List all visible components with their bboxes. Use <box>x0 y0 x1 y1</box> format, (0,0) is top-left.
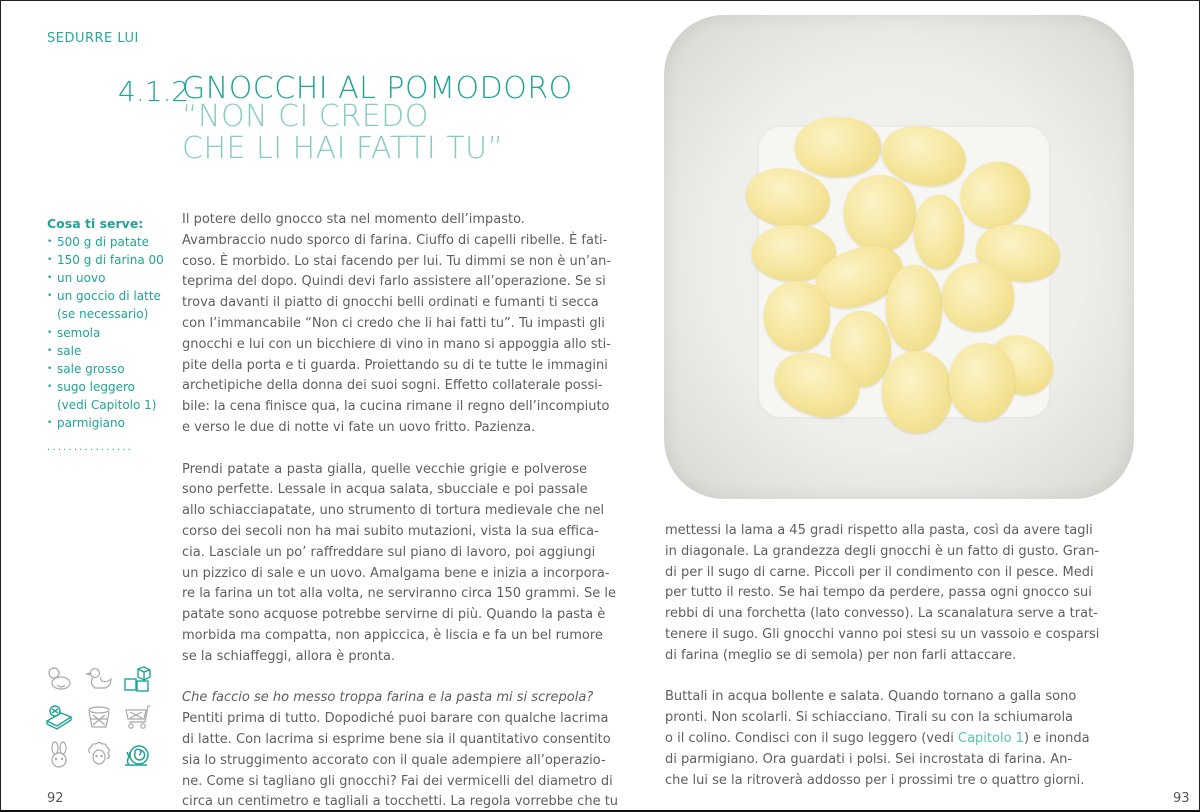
gnocco <box>914 195 964 269</box>
text-line: rebbi di una forchetta (lato convesso). La scanalatura serve a trat- <box>665 606 1098 622</box>
paragraph-intro <box>182 210 612 439</box>
text-line: bile: la cena finisce qua, la cucina rimane il regno dell’incompiuto <box>182 399 610 415</box>
text-line: di per il sugo di carne. Piccoli per il condimento con il pesce. Medi <box>665 564 1094 580</box>
chapter-link[interactable]: Capitolo 1 <box>958 730 1024 746</box>
text-line: un pizzico di sale e un uovo. Amalgama bene e inizia a incorpora- <box>182 565 610 581</box>
text-line: di parmigiano. Ora guardati i polsi. Sei incrostata di farina. An- <box>665 751 1073 767</box>
running-head: SEDURRE LUI <box>47 31 139 46</box>
ingredient-item: • 150 g di farina 00 <box>47 251 177 269</box>
ingredient-item: • parmigiano <box>47 414 177 432</box>
pacifier-icon <box>45 665 73 693</box>
gnocco <box>942 263 1014 331</box>
ingredient-item: • un uovo <box>47 269 177 287</box>
text-line: e verso le due di notte vi fate un uovo fritto. Pazienza. <box>182 419 536 435</box>
text-line: mettessi la lama a 45 gradi rispetto alla pasta, così da avere tagli <box>665 523 1093 538</box>
duck-icon <box>85 665 113 693</box>
ingredient-item: • un goccio di latte <box>47 287 177 305</box>
ingredients-heading: Cosa ti serve: <box>47 216 144 231</box>
text-line: in diagonale. La grandezza degli gnocchi è un fatto di gusto. Gran- <box>665 543 1100 559</box>
paragraph-method <box>182 460 616 668</box>
ingredient-item: • sale grosso <box>47 360 177 378</box>
dotted-separator: ................ <box>47 442 134 454</box>
paragraph-cooking <box>665 687 1090 791</box>
gnocco <box>795 117 881 177</box>
ingredient-item-note: (se necessario) <box>57 307 149 322</box>
text-line: coso. È morbido. Lo stai facendo per lui. Tu dimmi se non è un’an- <box>182 253 612 269</box>
text-fragment: o il colino. Condisci con il sugo leggero (vedi <box>665 730 958 746</box>
text-line: di latte. Con lacrima si esprime bene sia il quantitativo consentito <box>182 731 611 747</box>
text-line: trova davanti il piatto di gnocchi belli ordinati e fumanti ti secca <box>182 295 599 311</box>
gnocco <box>844 175 916 251</box>
text-line: allo schiacciapatate, uno strumento di tortura medievale che nel <box>182 503 605 519</box>
title-line-2: “NON CI CREDO <box>182 99 429 134</box>
gnocco <box>882 351 952 433</box>
paragraph-cutting <box>665 521 1100 667</box>
basket-icon <box>85 703 113 731</box>
text-line: ne. Come si tagliano gli gnocchi? Fai dei vermicelli del diametro di <box>182 773 613 789</box>
ingredient-item: • semola <box>47 324 177 342</box>
gnocchi-photo <box>664 15 1134 499</box>
gnocco <box>949 343 1015 421</box>
chocolates-icon <box>45 703 73 731</box>
text-line: per tutto il resto. Se hai tempo da perdere, passa ogni gnocco sui <box>665 585 1092 601</box>
bunny-icon <box>45 741 73 769</box>
text-line: circa un centimetro e tagliali a tocchetti. La regola vorrebbe che tu <box>182 794 619 810</box>
sheep-icon <box>85 741 113 769</box>
text-line: sia lo struggimento accorato con il quale adempiere all’operazio- <box>182 752 606 768</box>
gnocco <box>886 265 942 351</box>
ingredients-list <box>47 215 177 452</box>
text-line: Prendi patate a pasta gialla, quelle vecchie grigie e polverose <box>182 461 587 477</box>
title-line-3: CHE LI HAI FATTI TU” <box>182 131 504 166</box>
ingredient-item-note: (vedi Capitolo 1) <box>57 397 157 412</box>
question-line: Che faccio se ho messo troppa farina e la pasta mi si screpola? <box>182 690 594 706</box>
text-line: Avambraccio nudo sporco di farina. Ciuffo di capelli ribelle. È fati- <box>182 232 608 248</box>
text-line: morbida ma compatta, non appiccica, è liscia e fa un bel rumore <box>182 627 603 643</box>
gnocco <box>764 281 830 351</box>
page-number-left: 92 <box>47 791 64 806</box>
text-line: cia. Lasciale un po’ raffreddare sul piano di lavoro, poi aggiungi <box>182 544 596 560</box>
snail-icon <box>123 741 151 769</box>
ingredient-item: • sale <box>47 342 177 360</box>
text-line: teprima del dopo. Quindi devi farlo assistere all’operazione. Se si <box>182 274 606 290</box>
blocks-icon <box>123 665 151 693</box>
text-line: corso dei secoli non ha mai subito mutazioni, vista la sua effica- <box>182 523 599 539</box>
page-number-right: 93 <box>1173 791 1190 806</box>
cart-icon <box>123 703 151 731</box>
text-line-with-link <box>665 729 1090 750</box>
text-fragment: ) e inonda <box>1023 730 1090 746</box>
text-line: patate sono acquose potrebbe servirne di più. Quando la pasta è <box>182 607 606 623</box>
ingredient-item: • 500 g di patate <box>47 233 177 251</box>
ingredient-item: • sugo leggero <box>47 378 177 396</box>
paper-plate <box>664 15 1134 499</box>
paragraph-tips <box>182 688 619 812</box>
text-line: sono perfette. Lessale in acqua salata, sbucciale e poi passale <box>182 482 588 498</box>
text-line: re la farina un tot alla volta, ne serviranno circa 150 grammi. Se le <box>182 586 616 602</box>
text-line: tenere il sugo. Gli gnocchi vanno poi stesi su un vassoio e cosparsi <box>665 626 1100 642</box>
text-line: Il potere dello gnocco sta nel momento dell’impasto. <box>182 212 525 227</box>
text-line: pronti. Non scolarli. Si schiacciano. Tirali su con la schiumarola <box>665 710 1074 726</box>
text-line: Pentiti prima di tutto. Dopodiché puoi barare con qualche lacrima <box>182 711 609 727</box>
title-line-1: GNOCCHI AL POMODORO <box>182 71 573 106</box>
text-line: che lui se la ritroverà addosso per i prossimi tre o quattro giorni. <box>665 772 1085 788</box>
right-body-text <box>665 521 1100 812</box>
text-line: Buttali in acqua bollente e salata. Quando tornano a galla sono <box>665 689 1077 705</box>
text-line: di farina (meglio se di semola) per non farli attaccare. <box>665 647 1017 663</box>
text-line: archetipiche della donna dei suoi sogni. Effetto collaterale possi- <box>182 378 603 394</box>
text-line: pite della porta e ti guarda. Proiettando su di te tutte le immagini <box>182 357 608 373</box>
recipe-number: 4.1.2 <box>118 75 190 108</box>
text-line: gnocchi e lui con un bicchiere di vino in mano si appoggia allo sti- <box>182 336 611 352</box>
left-body-text <box>182 210 619 812</box>
text-line: se la schiaffeggi, allora è pronta. <box>182 648 396 664</box>
text-line: con l’immancabile “Non ci credo che li hai fatti tu”. Tu impasti gli <box>182 315 605 331</box>
